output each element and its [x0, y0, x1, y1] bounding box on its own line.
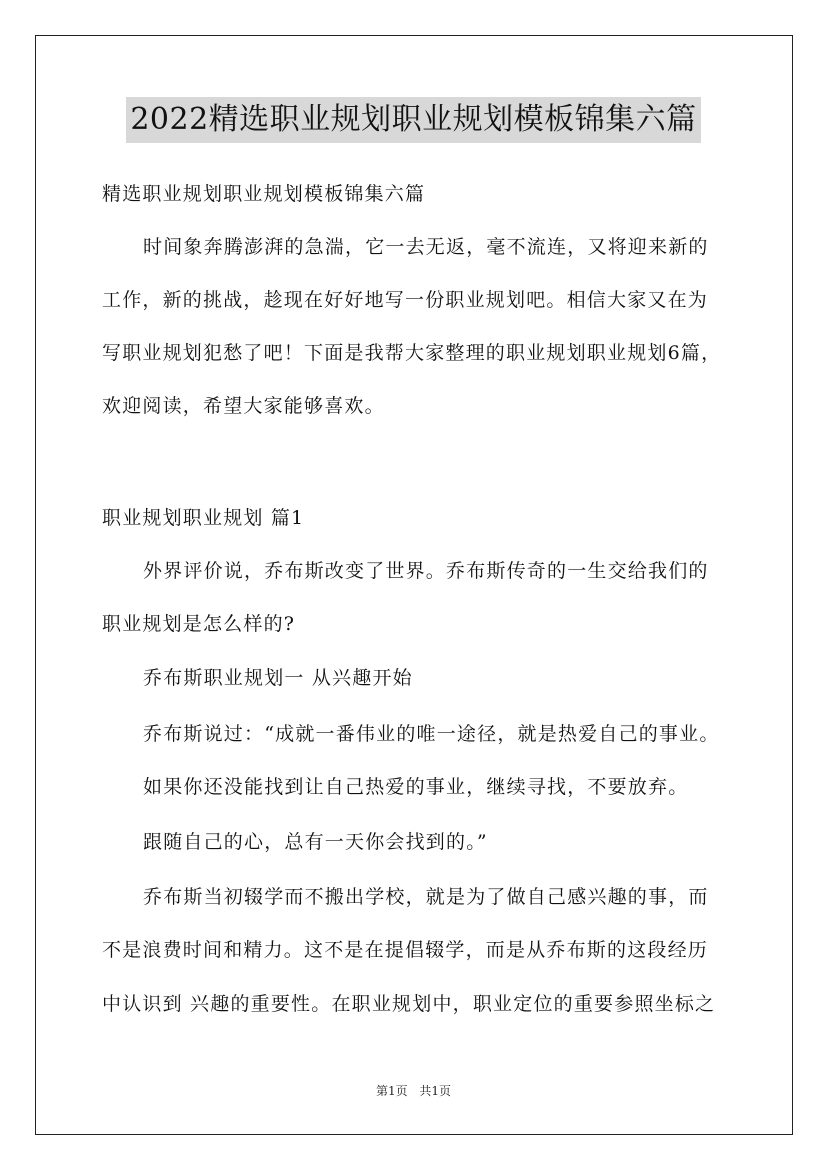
section-heading: 职业规划职业规划 篇1	[102, 507, 305, 529]
paragraph-line: 不是浪费时间和精力。这不是在提倡辍学，而是从乔布斯的这段经历	[102, 939, 709, 961]
paragraph-line: 中认识到 兴趣的重要性。在职业规划中，职业定位的重要参照坐标之	[102, 993, 716, 1015]
paragraph-line: 写职业规划犯愁了吧！下面是我帮大家整理的职业规划职业规划6篇，	[102, 342, 722, 364]
page-footer	[0, 1082, 827, 1100]
quote-line: 跟随自己的心，总有一天你会找到的。”	[143, 831, 488, 853]
title-container	[0, 97, 827, 143]
quote-line: 如果你还没能找到让自己热爱的事业，继续寻找，不要放弃。	[143, 776, 689, 798]
document-title: 2022精选职业规划职业规划模板锦集六篇	[126, 97, 700, 143]
paragraph-line: 时间象奔腾澎湃的急湍，它一去无返，毫不流连，又将迎来新的	[143, 236, 709, 258]
subtitle-line: 精选职业规划职业规划模板锦集六篇	[102, 183, 426, 205]
quote-line: 乔布斯说过：“成就一番伟业的唯一途径，就是热爱自己的事业。	[143, 723, 720, 745]
paragraph-line: 工作，新的挑战，趁现在好好地写一份职业规划吧。相信大家又在为	[102, 289, 709, 311]
paragraph-line: 欢迎阅读，希望大家能够喜欢。	[102, 395, 385, 417]
sub-heading: 乔布斯职业规划一 从兴趣开始	[143, 667, 413, 689]
page-total: 共1页	[419, 1084, 452, 1098]
page-number: 第1页	[375, 1084, 408, 1098]
paragraph-line: 乔布斯当初辍学而不搬出学校，就是为了做自己感兴趣的事，而	[143, 886, 709, 908]
paragraph-line: 外界评价说，乔布斯改变了世界。乔布斯传奇的一生交给我们的	[143, 560, 709, 582]
paragraph-line: 职业规划是怎么样的?	[102, 613, 296, 635]
